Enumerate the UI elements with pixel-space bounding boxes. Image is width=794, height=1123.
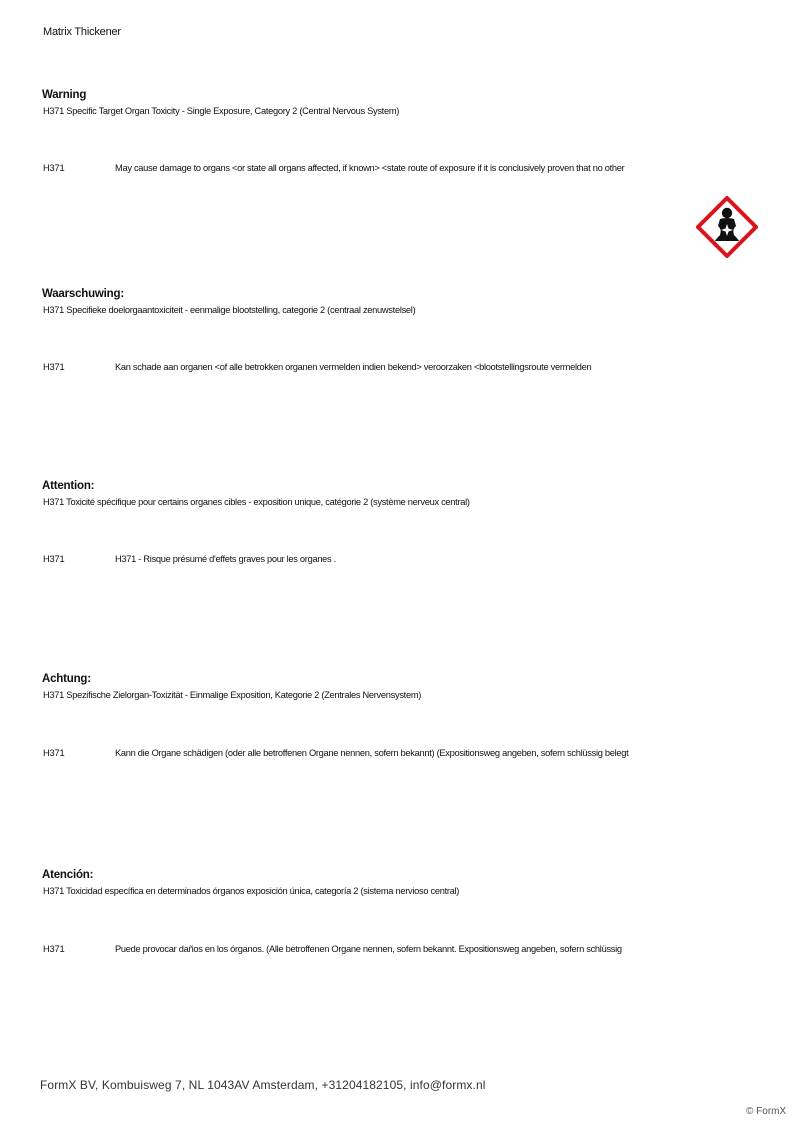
classification-de: H371 Spezifische Zielorgan-Toxizität - Einmalige Exposition, Kategorie 2 (Zentrales Nervensystem) [43, 690, 422, 700]
classification-fr: H371 Toxicité spécifique pour certains organes cibles - exposition unique, catégorie 2 (système nerveux central) [43, 497, 470, 507]
health-hazard-ghs08-icon [696, 196, 758, 258]
signal-word-es: Atención: [42, 869, 94, 881]
classification-en: H371 Specific Target Organ Toxicity - Single Exposure, Category 2 (Central Nervous System) [43, 106, 400, 116]
hazard-statement-de: Kann die Organe schädigen (oder alle betroffenen Organe nennen, sofern bekannt) (Expositionsweg angeben, sofern schlüssig belegt [115, 748, 629, 758]
signal-word-fr: Attention: [42, 480, 95, 492]
hazard-code-nl: H371 [43, 362, 65, 372]
signal-word-en: Warning [42, 89, 87, 101]
product-name: Matrix Thickener [43, 26, 121, 38]
footer-address: FormX BV, Kombuisweg 7, NL 1043AV Amsterdam, +31204182105, info@formx.nl [40, 1078, 486, 1092]
classification-es: H371 Toxicidad específica en determinados órganos exposición única, categoría 2 (sistema nervioso central) [43, 886, 460, 896]
hazard-statement-es: Puede provocar daños en los órganos. (Alle betroffenen Organe nennen, sofern bekannt. Expositionsweg angeben, sofern schlüssig [115, 944, 622, 954]
signal-word-nl: Waarschuwing: [42, 288, 124, 300]
hazard-statement-nl: Kan schade aan organen <of alle betrokken organen vermelden indien bekend> veroorzaken <blootstellingsroute vermelden [115, 362, 592, 372]
classification-nl: H371 Specifieke doelorgaantoxiciteit - eenmalige blootstelling, categorie 2 (centraal zenuwstelsel) [43, 305, 416, 315]
hazard-code-es: H371 [43, 944, 65, 954]
hazard-code-de: H371 [43, 748, 65, 758]
hazard-code-fr: H371 [43, 554, 65, 564]
signal-word-de: Achtung: [42, 673, 91, 685]
hazard-code-en: H371 [43, 163, 65, 173]
hazard-statement-en: May cause damage to organs <or state all organs affected, if known> <state route of exposure if it is conclusively proven that no other [115, 163, 625, 173]
copyright-notice: © FormX [746, 1106, 787, 1117]
hazard-statement-fr: H371 - Risque présumé d'effets graves pour les organes . [115, 554, 336, 564]
